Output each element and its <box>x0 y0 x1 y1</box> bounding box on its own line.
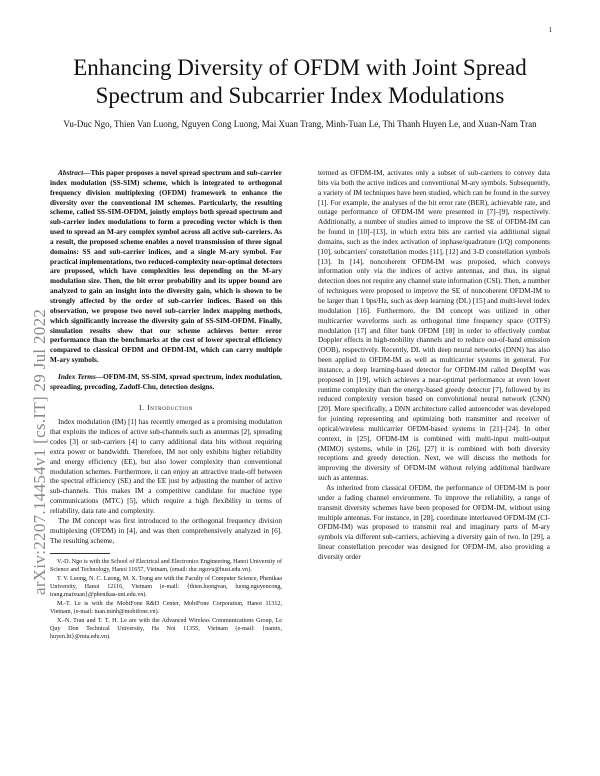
footnote: X.-N. Tran and T. T. H. Le are with the Advanced Wireless Communications Group, Le Quy Don Technical University, Ha Noi 11355, Vietnam (e-mail: {namtx, huyen.ltt}@mta.edu.vn). <box>50 617 282 640</box>
abstract <box>50 168 282 365</box>
footnote: V.-D. Ngo is with the School of Electrical and Electronics Engineering, Hanoi University of Science and Technology, Hanoi 11657, Vietnam, (email: duc.ngovu@hust.edu.vn). <box>50 559 282 574</box>
arxiv-identifier-stamp: arXiv:2207.14454v1 [cs.IT] 29 Jul 2022 <box>30 308 49 595</box>
abstract-text: This paper proposes a novel spread spectrum and sub-carrier index modulation (SS-SIM) scheme, which is integrated to orthogonal frequency division multiplexing (OFDM) framework to enhance the diversity over the conventional IM schemes. Particularly, the resulting scheme, called SS-SIM-OFDM, jointly employs both spread spectrum and sub-carrier index modulations to form a precoding vector which is then used to spread an M-ary complex symbol across all active sub-carriers. As a result, the proposed scheme enables a novel transmission of three signal domains: SS and sub-carrier indices, and a single M-ary symbol. For practical implementations, two reduced-complexity near-optimal detectors are proposed, which have complexities less depending on the M-ary modulation size. Then, the bit error probability and its upper bound are analyzed to gain an insight into the diversity gain, which is shown to be strongly affected by the order of sub-carrier indices. Based on this observation, we propose two novel sub-carrier index mapping methods, which significantly increase the diversity gain of SS-SIM-OFDM. Finally, simulation results show that our scheme achieves better error performance than the benchmarks at the cost of lower spectral efficiency compared to classical OFDM and OFDM-IM, which can carry multiple M-ary symbols. <box>50 168 282 365</box>
index-terms-text: —OFDM-IM, SS-SIM, spread spectrum, index modulation, spreading, precoding, Zadoff-Chu, detection designs. <box>50 371 282 391</box>
body-paragraph: As inherited from classical OFDM, the performance of OFDM-IM is poor under a fading channel environment. To improve the reliability, a range of transmit diversity schemes have been proposed for OFDM-IM, without using multiple antennas. For instance, in [28], coordinate interleaved OFDM-IM (CI-OFDM-IM) was proposed to transmit real and imaginary parts of M-ary symbols via different sub-carriers, achieving a diversity gain of two. In [29], a linear constellation precoder was designed for OFDM-IM, also providing a diversity order <box>318 483 550 561</box>
footnote: M.-T. Le is with the MobiFone R&D Center, MobiFone Corporation, Hanoi 11312, Vietnam, (e-mail: tuan.minh@mobifone.vn). <box>50 600 282 615</box>
abstract-label: Abstract— <box>58 168 91 177</box>
paper-title: Enhancing Diversity of OFDM with Joint Spread Spectrum and Subcarrier Index Modulations <box>73 55 527 108</box>
body-paragraph: termed as OFDM-IM, activates only a subset of sub-carriers to convey data bits via both the active indices and conventional M-ary symbols. Subsequently, a variety of IM techniques have been studied, which can be found in the survey [1]. For example, the analyses of the bit error rate (BER), achievable rate, and outage performance of OFDM-IM were presented in [7]–[9], respectively. Additionally, a number of studies aimed to improve the SE of OFDM-IM can be found in [10]–[13], in which extra bits are carried via additional signal domains, such as the index activation of inphase/quadrature (I/Q) components [10], subcarriers' constellation modes [11], [12] and 3-D constellation symbols [13]. In [14], noncoherent OFDM-IM was proposed, which conveys information only via the indices of active antennas, and thus, its signal detection does not require any channel state information (CSI). Then, a number of techniques were proposed to improve the SE of noncoherent OFDM-IM to be larger than 1 bps/Hz, such as deep learning (DL) [15] and multi-level index modulation [16]. Furthermore, the IM concept was utilized in other multicarrier waveforms such as orthogonal time frequency space (OTFS) modulation [17] and filter bank OFDM [18] in order to effectively combat Doppler effects in high-mobility channels and to reduce out-of-band emission (OOB), respectively. Recently, DL with deep neural networks (DNN) has also been applied to OFDM-IM as well as multicarrier systems in general. For instance, a deep learning-based detector for OFDM-IM called DeepIM was proposed in [19], which achieves a near-optimal performance at even lower runtime complexity than the energy-based greedy detector [7], followed by its reduced complexity version based on convolutional neural network (CNN) [20]. More specifically, a DNN architecture called autoencoder was developed for jointing representing and optimizing both transmitter and receiver of optical/wireless multicarrier OFDM-based systems in [21]–[24]. In other context, in [25], OFDM-IM is combined with multi-input multi-output (MIMO) systems, while in [26], [27] it is combined with both diversity receptions and greedy detection. Next, we will discuss the methods for improving the diversity of OFDM-IM without relying additional hardware such as antennas. <box>318 168 550 483</box>
footnote-divider <box>50 553 110 554</box>
index-terms-label: Index Terms <box>58 371 96 381</box>
index-terms <box>50 372 282 392</box>
author-list: Vu-Duc Ngo, Thien Van Luong, Nguyen Cong Luong, Mai Xuan Trang, Minh-Tuan Le, Thi Thanh Huyen Le, and Xuan-Nam Tran <box>63 119 537 129</box>
body-paragraph: The IM concept was first introduced to the orthogonal frequency division multiplexing (OFDM) in [4], and was then comprehensively analyzed in [6]. The resulting scheme, <box>50 515 282 545</box>
body-paragraph: Index modulation (IM) [1] has recently emerged as a promising modulation that exploits the indices of active sub-channels such as antennas [2], spreading codes [3] or sub-carriers [4] to carry additional data bits without requiring extra power or bandwidth. Therefore, IM not only exhibits higher reliability and energy efficiency (EE), but also lower complexity than conventional modulation schemes. Furthermore, it can enjoy an attractive trade-off between the spectral efficiency (SE) and the EE just by adjusting the number of active sub-channels. This makes IM a competitive candidate for machine type communications (MTC) [5], which require a high flexibility in terms of reliability, data rate and complexity. <box>50 417 282 515</box>
right-column <box>318 168 550 562</box>
author-affiliation-footnotes <box>50 558 282 640</box>
footnote: T. V. Luong, N. C. Luong, M. X. Trang are with the Faculty of Computer Science, Phenikaa University, Hanoi 12116, Vietnam (e-mail: {thien.luongvan, luong.nguyencong, trang.maixuan}@phenikaa-uni.edu.vn). <box>50 576 282 599</box>
section-heading-introduction: I. Introduction <box>139 402 193 412</box>
left-column <box>50 168 282 641</box>
page-number: 1 <box>548 26 552 34</box>
